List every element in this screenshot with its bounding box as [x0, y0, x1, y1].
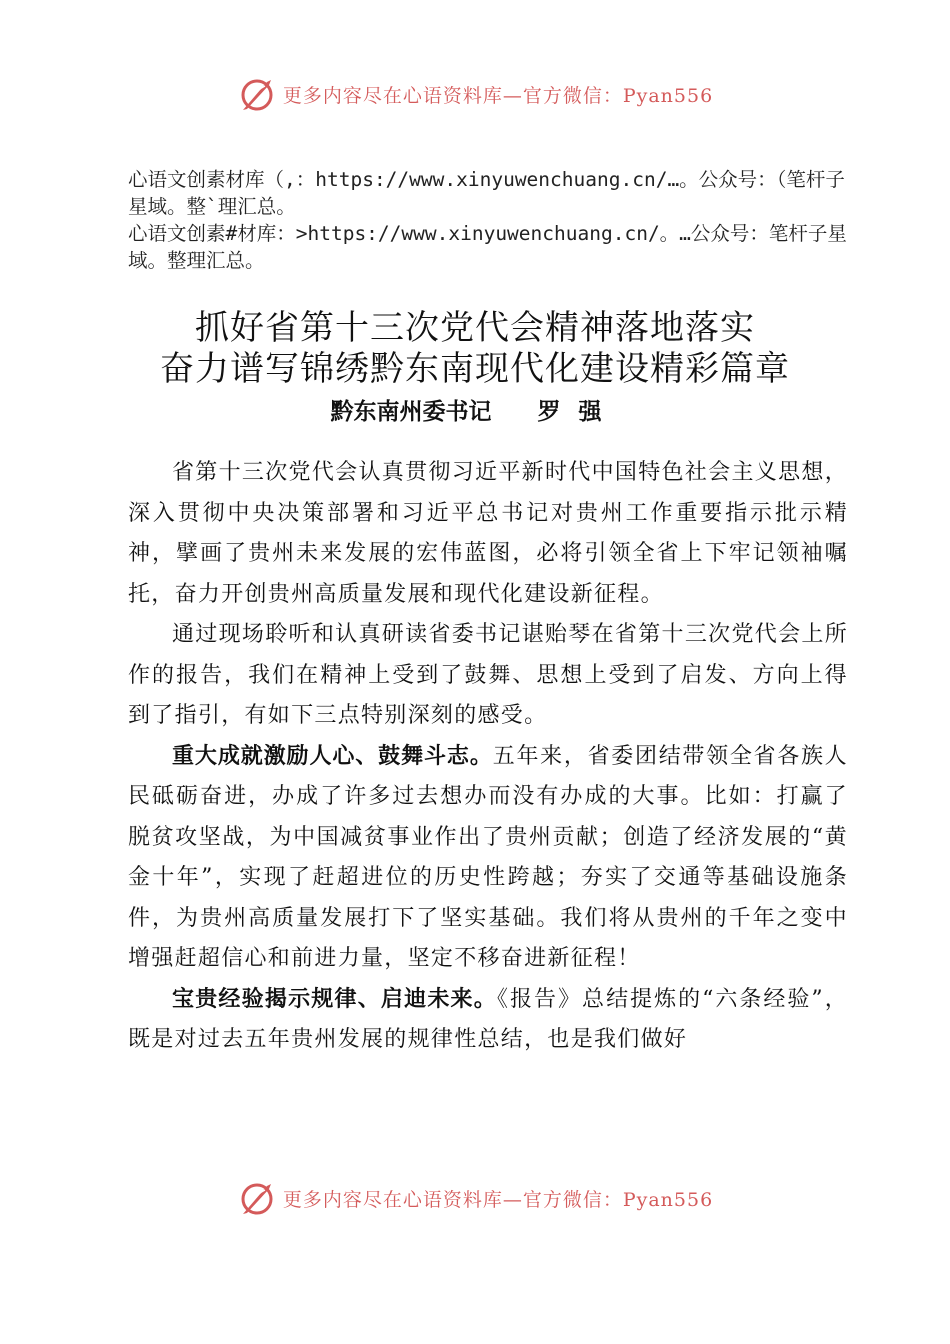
author-name: 罗强 [537, 399, 620, 425]
byline [0, 393, 950, 426]
quill-pen-circle-icon [237, 74, 277, 114]
source-note-line-1: 心语文创素材库（,：https://www.xinyuwenchuang.cn/…。公众号：（笔杆子星域。整`理汇总。 [128, 168, 845, 218]
header-banner [0, 72, 950, 116]
source-note [128, 166, 848, 274]
article-title-line-2: 奋力谱写锦绣黔东南现代化建设精彩篇章 [160, 349, 790, 389]
paragraph-4-heading: 宝贵经验揭示规律、启迪未来。 [172, 986, 497, 1012]
paragraph-2: 通过现场聆听和认真研读省委书记谌贻琴在省第十三次党代会上所作的报告，我们在精神上受到了鼓舞、思想上受到了启发、方向上得到了指引，有如下三点特别深刻的感受。 [128, 622, 848, 728]
banner-text: 更多内容尽在心语资料库—官方微信：Pyan556 [282, 1188, 714, 1211]
article-title-line-1: 抓好省第十三次党代会精神落地落实 [195, 308, 755, 348]
banner-text: 更多内容尽在心语资料库—官方微信：Pyan556 [282, 84, 714, 107]
source-note-line-2: 心语文创素#材库：>https://www.xinyuwenchuang.cn/。…公众号：笔杆子星域。整理汇总。 [128, 222, 847, 272]
paragraph-1: 省第十三次党代会认真贯彻习近平新时代中国特色社会主义思想，深入贯彻中央决策部署和习近平总书记对贵州工作重要指示批示精神，擘画了贵州未来发展的宏伟蓝图，必将引领全省上下牢记领袖嘱托，奋力开创贵州高质量发展和现代化建设新征程。 [128, 460, 848, 607]
paragraph-4 [128, 980, 848, 1061]
footer-banner [0, 1176, 950, 1220]
paragraph-3 [128, 737, 848, 980]
paragraph-3-heading: 重大成就激励人心、鼓舞斗志。 [172, 743, 493, 769]
paragraph-3-text: 五年来，省委团结带领全省各族人民砥砺奋进，办成了许多过去想办而没有办成的大事。比如：打赢了脱贫攻坚战，为中国减贫事业作出了贵州贡献；创造了经济发展的“黄金十年”，实现了赶超进位的历史性跨越；夯实了交通等基础设施条件，为贵州高质量发展打下了坚实基础。我们将从贵州的千年之变中增强赶超信心和前进力量，坚定不移奋进新征程！ [128, 743, 848, 971]
article-body [128, 453, 848, 1061]
quill-pen-circle-icon [237, 1178, 277, 1218]
author-role: 黔东南州委书记 [330, 399, 492, 425]
paragraph-4-text: 《报告》总结提炼的“六条经验”，既是对过去五年贵州发展的规律性总结，也是我们做好 [128, 986, 848, 1052]
